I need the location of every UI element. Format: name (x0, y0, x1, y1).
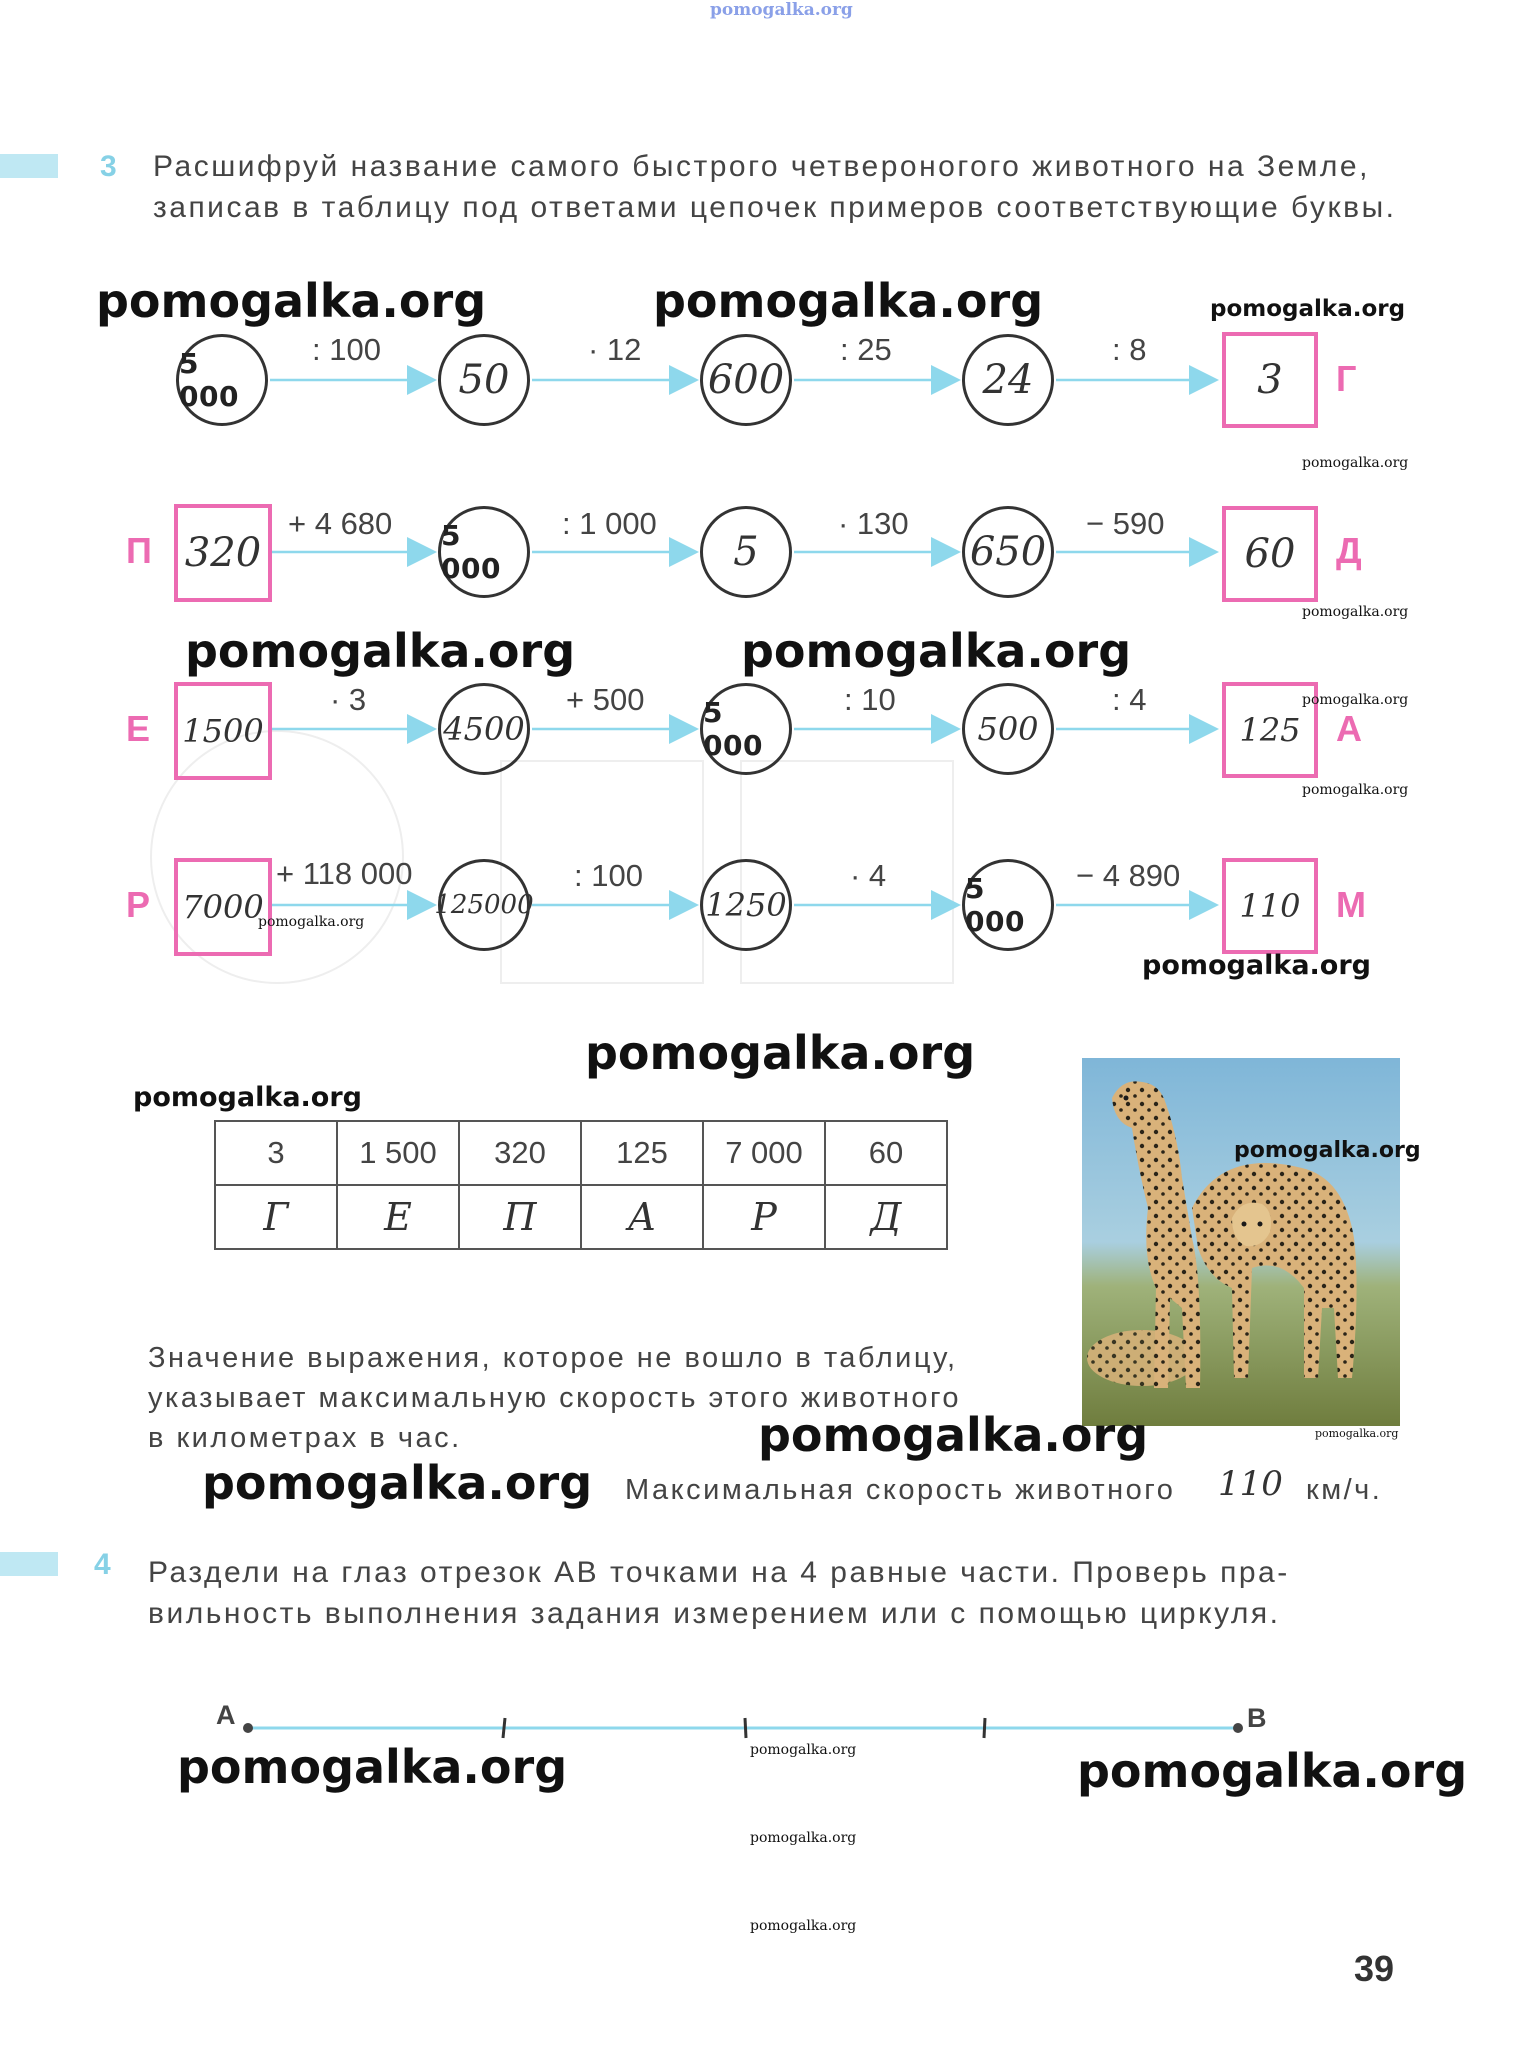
chain-operation: : 10 (844, 682, 896, 717)
chain-start-value: 320 (184, 530, 262, 576)
table-cell: 125 (581, 1121, 703, 1185)
watermark: pomogalka.org (133, 1082, 362, 1113)
chain-given-value: 5 000 (965, 872, 1025, 938)
chain-answer-circle (962, 506, 1054, 598)
chain-answer-circle (700, 506, 792, 598)
chain-answer-circle (962, 859, 1054, 951)
chain-result-letter: Г (1336, 358, 1357, 399)
table-cell: Г (215, 1185, 337, 1249)
watermark: pomogalka.org (1077, 1744, 1468, 1798)
chain-start-value: 1500 (182, 712, 264, 750)
chain-answer-value: 125000 (434, 890, 534, 920)
watermark: pomogalka.org (96, 274, 487, 328)
watermark: pomogalka.org (750, 1918, 857, 1934)
table-cell: 320 (459, 1121, 581, 1185)
chain-result-square (1222, 858, 1318, 954)
chain-operation: : 100 (574, 858, 643, 893)
watermark: pomogalka.org (177, 1740, 568, 1794)
note-text-line: в километрах в час. (148, 1422, 462, 1454)
chain-start-square (174, 504, 272, 602)
table-cell: Д (825, 1185, 947, 1249)
chain-result-value: 125 (1239, 711, 1301, 749)
watermark: pomogalka.org (1302, 604, 1409, 620)
chain-start-letter: Е (126, 708, 151, 749)
chain-operation: + 500 (566, 682, 645, 717)
watermark: pomogalka.org (585, 1026, 976, 1080)
chain-answer-circle (438, 334, 530, 426)
chain-operation: : 1 000 (562, 506, 657, 541)
chain-start-letter: Р (126, 884, 151, 925)
chain-given-value: 5 000 (441, 519, 501, 585)
watermark: pomogalka.org (653, 274, 1044, 328)
watermark: pomogalka.org (750, 1742, 857, 1758)
chain-start-square (174, 858, 272, 956)
chain-start-circle (176, 334, 268, 426)
watermark: pomogalka.org (1210, 296, 1406, 322)
table-cell: П (459, 1185, 581, 1249)
watermark: pomogalka.org (1302, 455, 1409, 471)
chain-answer-value: 1250 (705, 886, 787, 924)
chain-start-value: 5 000 (179, 347, 239, 413)
chain-answer-circle (700, 683, 792, 775)
watermark: pomogalka.org (1302, 692, 1409, 708)
chain-result-letter: М (1336, 884, 1366, 925)
chain-operation: − 4 890 (1076, 858, 1181, 893)
chain-answer-circle (438, 683, 530, 775)
task-text-line: записав в таблицу под ответами цепочек примеров соответствующие буквы. (153, 191, 1397, 224)
chain-answer-circle (700, 334, 792, 426)
page-number: 39 (1354, 1948, 1395, 1989)
chain-start-value: 7000 (182, 888, 264, 926)
watermark: pomogalka.org (1142, 950, 1371, 981)
chain-given-value: 5 000 (703, 696, 763, 762)
chain-start-letter: П (126, 530, 152, 571)
answer-table (214, 1120, 948, 1250)
chain-operation: · 130 (838, 506, 909, 541)
chain-result-value: 60 (1244, 531, 1296, 577)
chain-operation: + 118 000 (276, 856, 413, 891)
speed-label: Максимальная скорость животного (625, 1474, 1176, 1506)
point-b-label: В (1247, 1703, 1267, 1733)
chain-operation: · 3 (330, 682, 367, 717)
speed-unit: км/ч. (1306, 1474, 1383, 1506)
task-text-line: вильность выполнения задания измерением или с помощью циркуля. (148, 1597, 1281, 1630)
table-cell: Р (703, 1185, 825, 1249)
chain-answer-circle (962, 683, 1054, 775)
cheetah-photo (1082, 1058, 1400, 1426)
chain-result-square (1222, 506, 1318, 602)
chain-answer-value: 600 (707, 357, 785, 403)
task-text-line: Раздели на глаз отрезок АВ точками на 4 равные части. Проверь пра- (148, 1556, 1290, 1589)
task-number: 4 (94, 1548, 111, 1581)
chain-result-value: 110 (1239, 887, 1301, 925)
table-cell: Е (337, 1185, 459, 1249)
chain-result-value: 3 (1257, 357, 1283, 403)
chain-answer-circle (962, 334, 1054, 426)
watermark: pomogalka.org (750, 1830, 857, 1846)
chain-operation: : 100 (312, 332, 381, 367)
chain-result-letter: А (1336, 708, 1362, 749)
task-number: 3 (100, 150, 117, 183)
chain-operation: · 12 (588, 332, 642, 367)
table-row-numbers (215, 1121, 947, 1185)
note-text-line: Значение выражения, которое не вошло в таблицу, (148, 1342, 958, 1374)
watermark: pomogalka.org (758, 1408, 1149, 1462)
chain-operation: : 25 (840, 332, 892, 367)
chain-answer-value: 500 (977, 710, 1039, 748)
chain-answer-value: 650 (969, 529, 1047, 575)
chain-answer-value: 5 (733, 529, 759, 575)
point-a-label: А (216, 1700, 236, 1730)
chain-operation: − 590 (1086, 506, 1165, 541)
chain-answer-value: 24 (982, 357, 1034, 403)
top-watermark: pomogalka.org (710, 0, 853, 20)
watermark: pomogalka.org (741, 624, 1132, 678)
task-text-line: Расшифруй название самого быстрого четвероногого животного на Земле, (153, 150, 1370, 183)
watermark: pomogalka.org (1315, 1427, 1399, 1440)
chain-answer-circle (438, 506, 530, 598)
chain-answer-circle (434, 859, 534, 951)
table-row-letters (215, 1185, 947, 1249)
task-marker (0, 1552, 58, 1576)
table-cell: А (581, 1185, 703, 1249)
watermark: pomogalka.org (1234, 1138, 1421, 1163)
chain-operation: + 4 680 (288, 506, 393, 541)
table-cell: 3 (215, 1121, 337, 1185)
chain-answer-circle (700, 859, 792, 951)
chain-result-square (1222, 332, 1318, 428)
note-text-line: указывает максимальную скорость этого животного (148, 1382, 962, 1414)
table-cell: 7 000 (703, 1121, 825, 1185)
table-cell: 60 (825, 1121, 947, 1185)
table-cell: 1 500 (337, 1121, 459, 1185)
chain-answer-value: 50 (458, 357, 510, 403)
watermark: pomogalka.org (1302, 782, 1409, 798)
watermark: pomogalka.org (258, 914, 365, 930)
watermark: pomogalka.org (185, 624, 576, 678)
speed-value: 110 (1218, 1464, 1283, 1504)
chain-result-letter: Д (1336, 530, 1362, 571)
chain-operation: : 4 (1112, 682, 1147, 717)
chain-start-square (174, 682, 272, 780)
chain-answer-value: 4500 (443, 710, 525, 748)
chain-operation: : 8 (1112, 332, 1147, 367)
chain-operation: · 4 (850, 858, 887, 893)
watermark: pomogalka.org (202, 1456, 593, 1510)
